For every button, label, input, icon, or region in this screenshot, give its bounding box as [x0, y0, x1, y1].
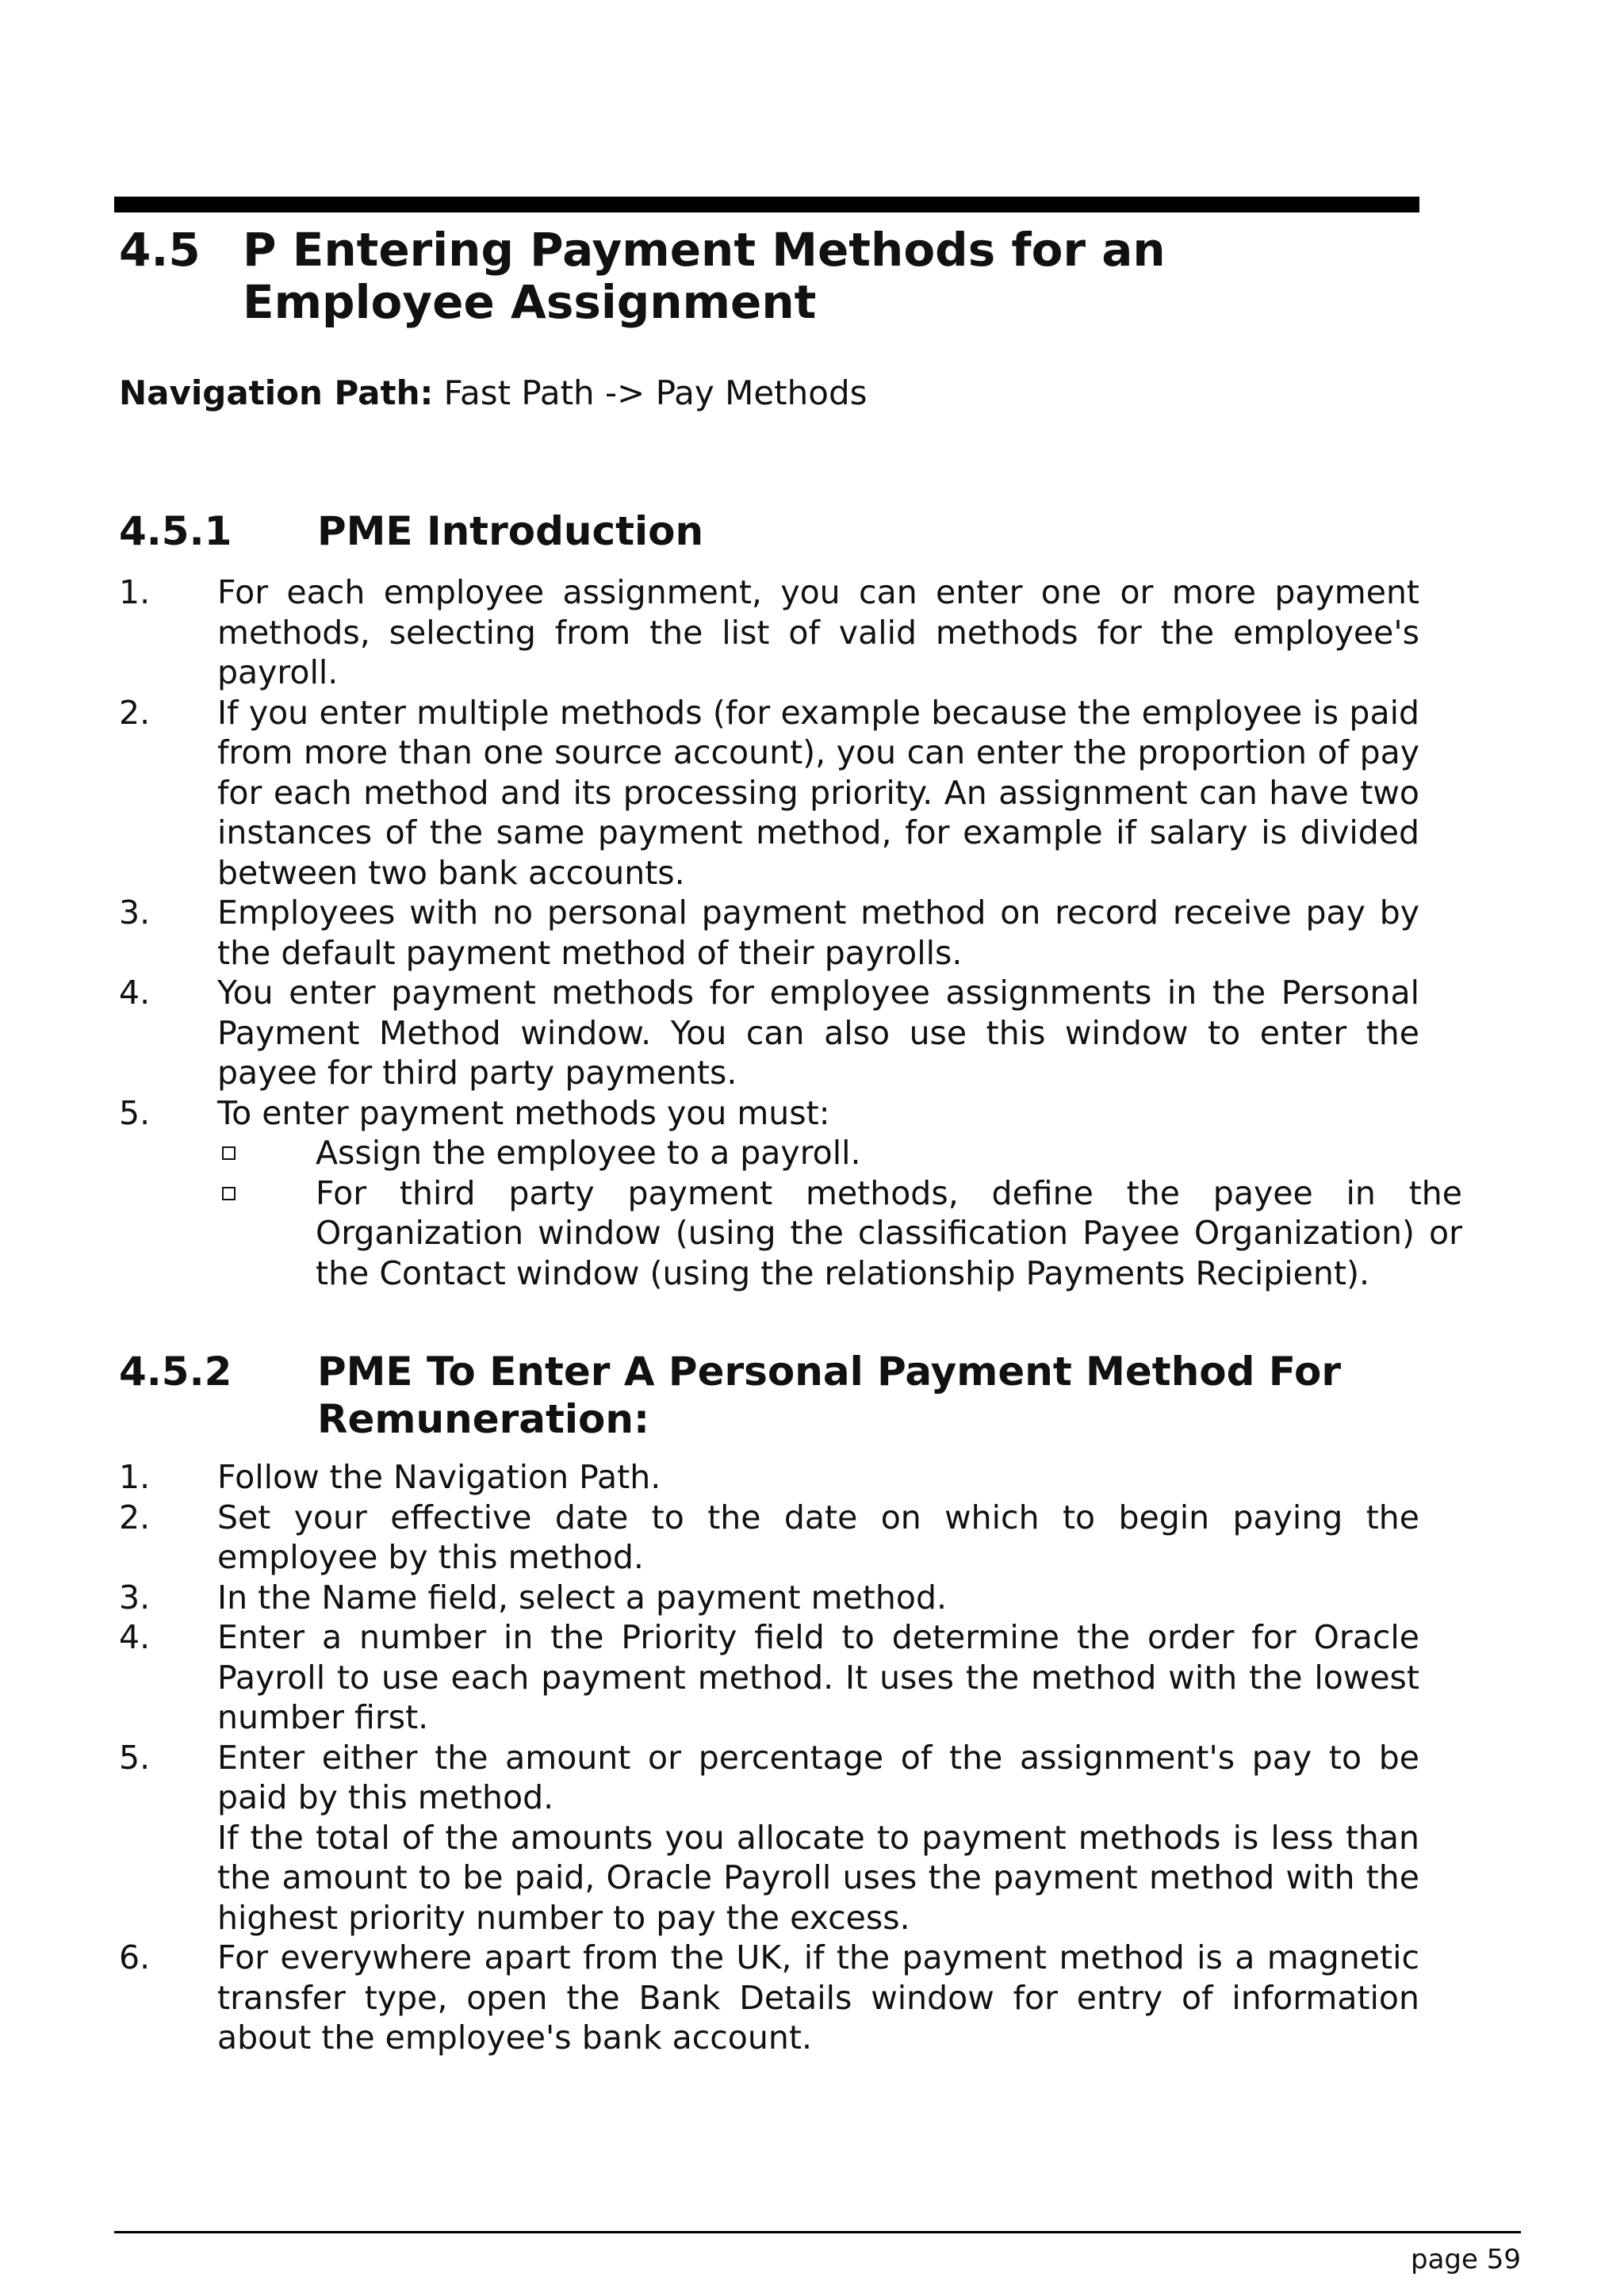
- list-marker: 4.: [119, 974, 151, 1012]
- list-item-text: Set your effective date to the date on which to begin paying the employee by this method.: [217, 1498, 1419, 1576]
- list-marker: 6.: [119, 1938, 151, 1976]
- list-item-note: If the total of the amounts you allocate to payment methods is less than the amount to be paid, Oracle Payroll uses the payment method with the highest priority number to pay the excess.: [217, 1818, 1419, 1937]
- list-marker: 5.: [119, 1738, 151, 1777]
- list-marker: 2.: [119, 1498, 151, 1536]
- list-item: [119, 693, 1419, 894]
- list-item-text: In the Name field, select a payment method.: [217, 1578, 947, 1617]
- list-item-text: For everywhere apart from the UK, if the payment method is a magnetic transfer type, open the Bank Details window for entry of information about the employee's bank account.: [217, 1938, 1419, 2057]
- list-item-text: For each employee assignment, you can enter one or more payment methods, selecting from the list of valid methods for the employee's payroll.: [217, 573, 1419, 691]
- list-item-text: You enter payment methods for employee assignments in the Personal Payment Method window. You can also use this window to enter the payee for third party payments.: [217, 974, 1419, 1092]
- list-marker: 1.: [119, 573, 151, 611]
- navigation-path-value: Fast Path -> Pay Methods: [433, 373, 868, 412]
- navigation-path-label: Navigation Path:: [119, 373, 434, 412]
- requirements-sublist: [217, 1133, 1462, 1293]
- list-item: [119, 572, 1419, 693]
- intro-list: [119, 572, 1462, 1293]
- intro-title: PME Introduction: [317, 508, 704, 554]
- list-item: [119, 1498, 1419, 1578]
- list-marker: 5.: [119, 1093, 151, 1132]
- list-marker: 2.: [119, 693, 151, 732]
- checkbox-bullet-icon: [222, 1187, 236, 1200]
- sublist-item-text: For third party payment methods, define the payee in the Organization window (using the classification Payee Organization) or the Contact window (using the relationship Payments Recipient).: [316, 1173, 1462, 1292]
- list-item: [119, 973, 1419, 1093]
- list-item: [119, 1093, 1462, 1294]
- navigation-path: [119, 373, 868, 414]
- list-item-text: Employees with no personal payment method on record receive pay by the default payment method of their payrolls.: [217, 894, 1419, 972]
- list-item: [119, 1457, 1419, 1498]
- section-number: 4.5: [119, 223, 201, 277]
- steps-list: [119, 1457, 1419, 2058]
- list-item: [119, 893, 1419, 973]
- steps-title: PME To Enter A Personal Payment Method For Remuneration:: [317, 1349, 1341, 1442]
- sublist-item: [217, 1133, 1462, 1173]
- checkbox-bullet-icon: [222, 1146, 236, 1160]
- page-number: page 59: [1411, 2244, 1521, 2275]
- list-item-text: Enter a number in the Priority field to determine the order for Oracle Payroll to use each payment method. It uses the method with the lowest number first.: [217, 1618, 1419, 1736]
- steps-number: 4.5.2: [119, 1349, 232, 1395]
- sublist-item-text: Assign the employee to a payroll.: [316, 1134, 861, 1172]
- list-marker: 4.: [119, 1618, 151, 1656]
- list-item: [119, 1617, 1419, 1738]
- list-item-text: Follow the Navigation Path.: [217, 1458, 661, 1496]
- list-item: [119, 1938, 1419, 2058]
- list-marker: 3.: [119, 894, 151, 932]
- list-item-text: If you enter multiple methods (for example because the employee is paid from more than one source account), you can enter the proportion of pay for each method and its processing priority. An assignment can have two instances of the same payment method, for example if salary is divided between two bank accounts.: [217, 693, 1419, 892]
- list-item-text: Enter either the amount or percentage of the assignment's pay to be paid by this method.: [217, 1738, 1419, 1816]
- list-marker: 1.: [119, 1458, 151, 1496]
- list-item-text: To enter payment methods you must:: [217, 1093, 830, 1132]
- intro-number: 4.5.1: [119, 508, 232, 554]
- list-item: [119, 1738, 1419, 1938]
- footer-rule: [114, 2231, 1521, 2233]
- top-rule: [114, 197, 1419, 212]
- section-title: P Entering Payment Methods for an Employee Assignment: [243, 223, 1166, 329]
- list-marker: 3.: [119, 1578, 151, 1617]
- sublist-item: [217, 1173, 1462, 1294]
- list-item: [119, 1578, 1419, 1618]
